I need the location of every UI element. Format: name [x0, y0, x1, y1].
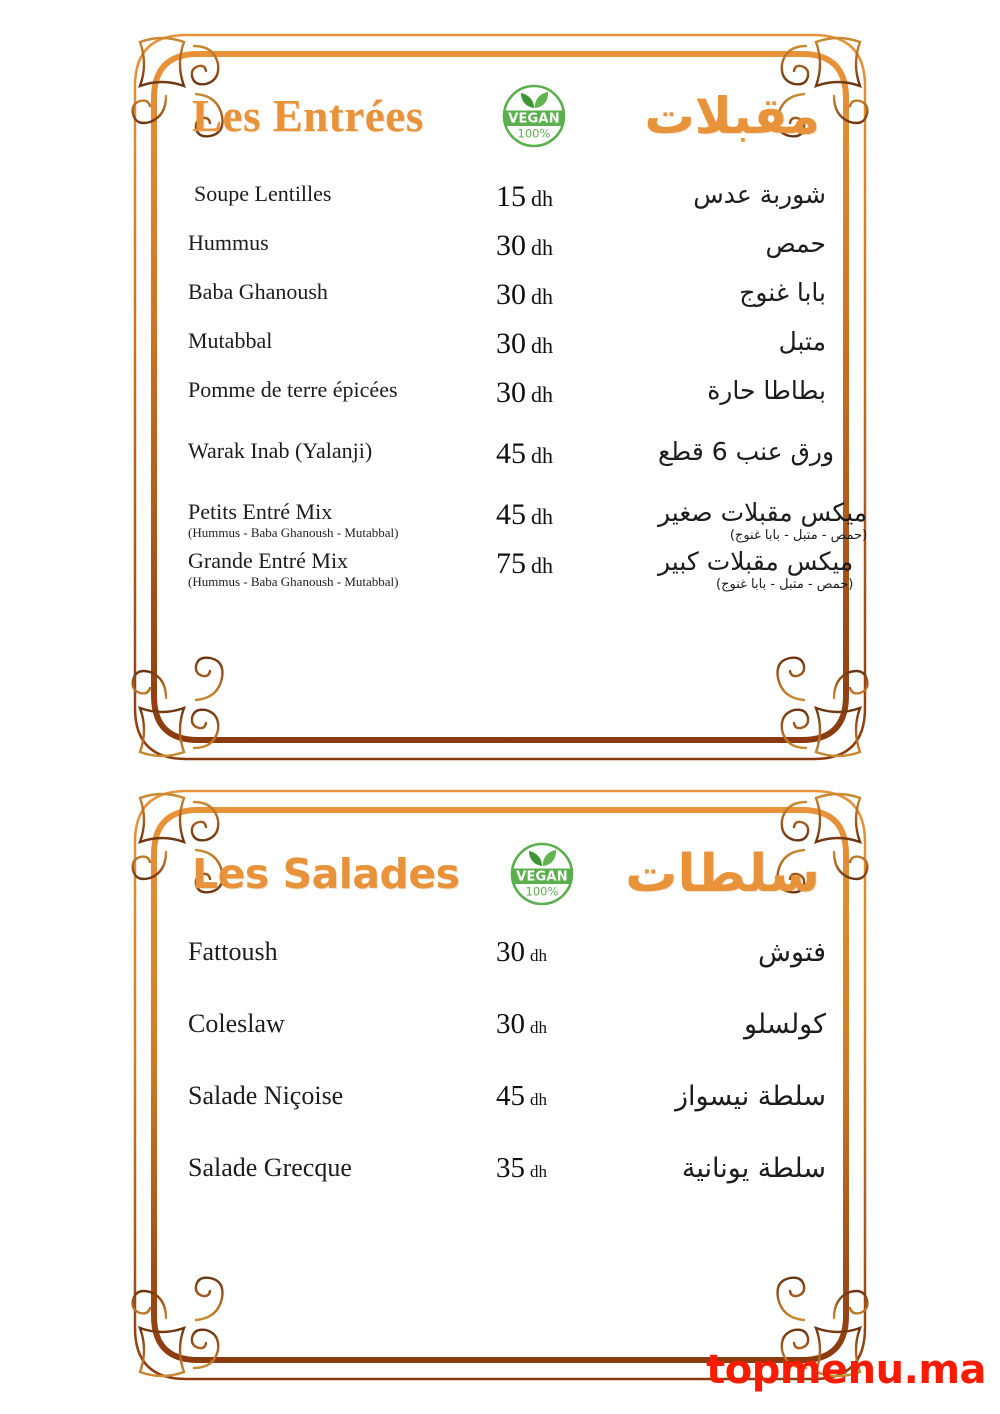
section-panel-salades [132, 788, 868, 1382]
item-name-fr: Coleslaw [188, 1009, 285, 1038]
item-price [488, 278, 658, 312]
item-price-amount: 30 [496, 1008, 525, 1040]
item-ar-column [658, 376, 826, 406]
item-name-ar: ميكس مقبلات صغير [658, 498, 868, 527]
menu-item-row [188, 1080, 826, 1152]
item-name-ar: ميكس مقبلات كبير [658, 547, 854, 576]
item-name-ar: سلطة نيسواز [674, 1081, 826, 1112]
item-price-unit: dh [531, 284, 553, 309]
section-panel-entrees [132, 32, 868, 762]
item-fr-column [188, 547, 488, 590]
item-name-fr: Salade Niçoise [188, 1081, 344, 1110]
item-price-amount: 45 [496, 1080, 525, 1112]
menu-item-row [188, 547, 854, 596]
item-price [488, 229, 658, 263]
vegan-badge-salades [509, 841, 575, 907]
item-price [488, 376, 658, 410]
item-price-unit: dh [530, 1162, 547, 1181]
item-name-ar: ورق عنب 6 قطع [658, 437, 835, 466]
item-fr-column [188, 936, 488, 967]
menu-item-row [188, 437, 835, 486]
section-title-ar-salades: سلطات [625, 844, 820, 904]
item-name-fr: Salade Grecque [188, 1153, 352, 1182]
item-ar-column [658, 278, 826, 308]
item-name-ar: حمص [765, 229, 826, 258]
item-ar-column [658, 1008, 826, 1040]
section-title-fr-entrees: Les Entrées [192, 90, 424, 141]
item-price-unit: dh [530, 946, 547, 965]
item-name-fr: Petits Entré Mix [188, 499, 333, 524]
item-ar-column [658, 1080, 826, 1112]
menu-item-row [188, 278, 826, 327]
vegan-badge-top-label: VEGAN [516, 869, 569, 885]
item-fr-column [188, 327, 488, 353]
item-name-fr: Grande Entré Mix [188, 548, 349, 573]
item-ar-column [658, 229, 826, 259]
section-title-fr-salades: Les Salades [192, 849, 460, 898]
menu-item-row [188, 1152, 826, 1224]
vegan-badge-top-label: VEGAN [508, 111, 560, 127]
item-price-amount: 45 [496, 437, 526, 470]
menu-item-row [188, 327, 826, 376]
item-price-unit: dh [530, 1090, 547, 1109]
vegan-leaf-right-icon [543, 850, 556, 866]
item-name-ar: كولسلو [743, 1009, 826, 1040]
vegan-badge-bottom-label: 100% [525, 884, 559, 899]
item-fr-column [188, 437, 488, 463]
menu-item-row [188, 498, 868, 547]
item-desc-ar: (حمص - متبل - بابا غنوج) [729, 527, 868, 543]
item-fr-column [188, 278, 488, 304]
vegan-badge-bottom-label: 100% [517, 126, 551, 141]
item-fr-column [188, 1080, 488, 1111]
item-price [488, 1008, 658, 1041]
item-name-fr: Soupe Lentilles [194, 181, 332, 206]
item-fr-column [188, 376, 488, 402]
item-name-fr: Pomme de terre épicées [188, 377, 398, 402]
section-header-entrees [192, 80, 820, 152]
item-price [488, 547, 658, 581]
menu-item-row [188, 1008, 826, 1080]
item-ar-column [658, 437, 834, 467]
item-name-ar: فتوش [758, 937, 826, 968]
item-desc-fr: (Hummus - Baba Ghanoush - Mutabbal) [188, 525, 399, 541]
item-price-amount: 30 [496, 936, 525, 968]
item-price-unit: dh [531, 333, 553, 358]
item-price [488, 437, 658, 471]
item-ar-column [658, 180, 826, 210]
item-desc-fr: (Hummus - Baba Ghanoush - Mutabbal) [188, 574, 399, 590]
menu-item-list-salades [188, 936, 826, 1224]
item-desc-ar: (حمص - متبل - بابا غنوج) [716, 576, 854, 592]
item-price-unit: dh [530, 1018, 547, 1037]
vegan-leaf-left-icon [521, 93, 534, 108]
item-price-unit: dh [531, 235, 553, 260]
item-name-fr: Baba Ghanoush [188, 279, 328, 304]
item-price-amount: 15 [496, 180, 526, 213]
item-price-unit: dh [531, 553, 553, 578]
item-name-ar: متبل [778, 327, 826, 356]
item-price-unit: dh [531, 504, 553, 529]
item-price-amount: 30 [496, 327, 526, 360]
item-ar-column [658, 936, 826, 968]
item-price-amount: 35 [496, 1152, 525, 1184]
item-name-ar: سلطة يونانية [681, 1153, 826, 1184]
item-price [488, 1080, 658, 1113]
item-price-amount: 45 [496, 498, 526, 531]
item-price-unit: dh [531, 443, 553, 468]
item-ar-column [658, 327, 826, 357]
item-price-unit: dh [531, 186, 553, 211]
item-name-fr: Warak Inab (Yalanji) [188, 438, 373, 463]
menu-item-row [188, 376, 826, 425]
item-name-fr: Hummus [188, 230, 269, 255]
item-name-ar: بطاطا حارة [707, 376, 826, 405]
item-name-fr: Mutabbal [188, 328, 273, 353]
vegan-leaf-left-icon [529, 851, 542, 866]
item-name-fr: Fattoush [188, 937, 278, 966]
item-ar-column [658, 498, 867, 543]
item-fr-column [188, 1152, 488, 1183]
item-price-unit: dh [531, 382, 553, 407]
item-price-amount: 30 [496, 278, 526, 311]
item-price [488, 180, 658, 214]
menu-item-list-entrees [188, 180, 868, 596]
item-name-ar: شوربة عدس [693, 180, 826, 209]
item-price [488, 327, 658, 361]
item-price [488, 1152, 658, 1185]
section-header-salades [192, 838, 820, 910]
item-ar-column [658, 1152, 826, 1184]
item-fr-column [188, 498, 488, 541]
item-price-amount: 75 [496, 547, 526, 580]
item-price-amount: 30 [496, 376, 526, 409]
item-ar-column [658, 547, 853, 592]
menu-item-row [188, 180, 826, 229]
menu-item-row [188, 229, 826, 278]
item-name-ar: بابا غنوج [739, 278, 826, 307]
site-watermark: topmenu.ma [706, 1347, 986, 1393]
vegan-badge-entrees [501, 83, 567, 149]
item-fr-column [188, 1008, 488, 1039]
item-price [488, 936, 658, 969]
vegan-leaf-right-icon [535, 92, 548, 108]
item-fr-column [188, 229, 488, 255]
item-price-amount: 30 [496, 229, 526, 262]
section-title-ar-entrees: مقبلات [644, 87, 820, 145]
menu-item-row [188, 936, 826, 1008]
item-fr-column [188, 180, 488, 206]
item-price [488, 498, 658, 532]
